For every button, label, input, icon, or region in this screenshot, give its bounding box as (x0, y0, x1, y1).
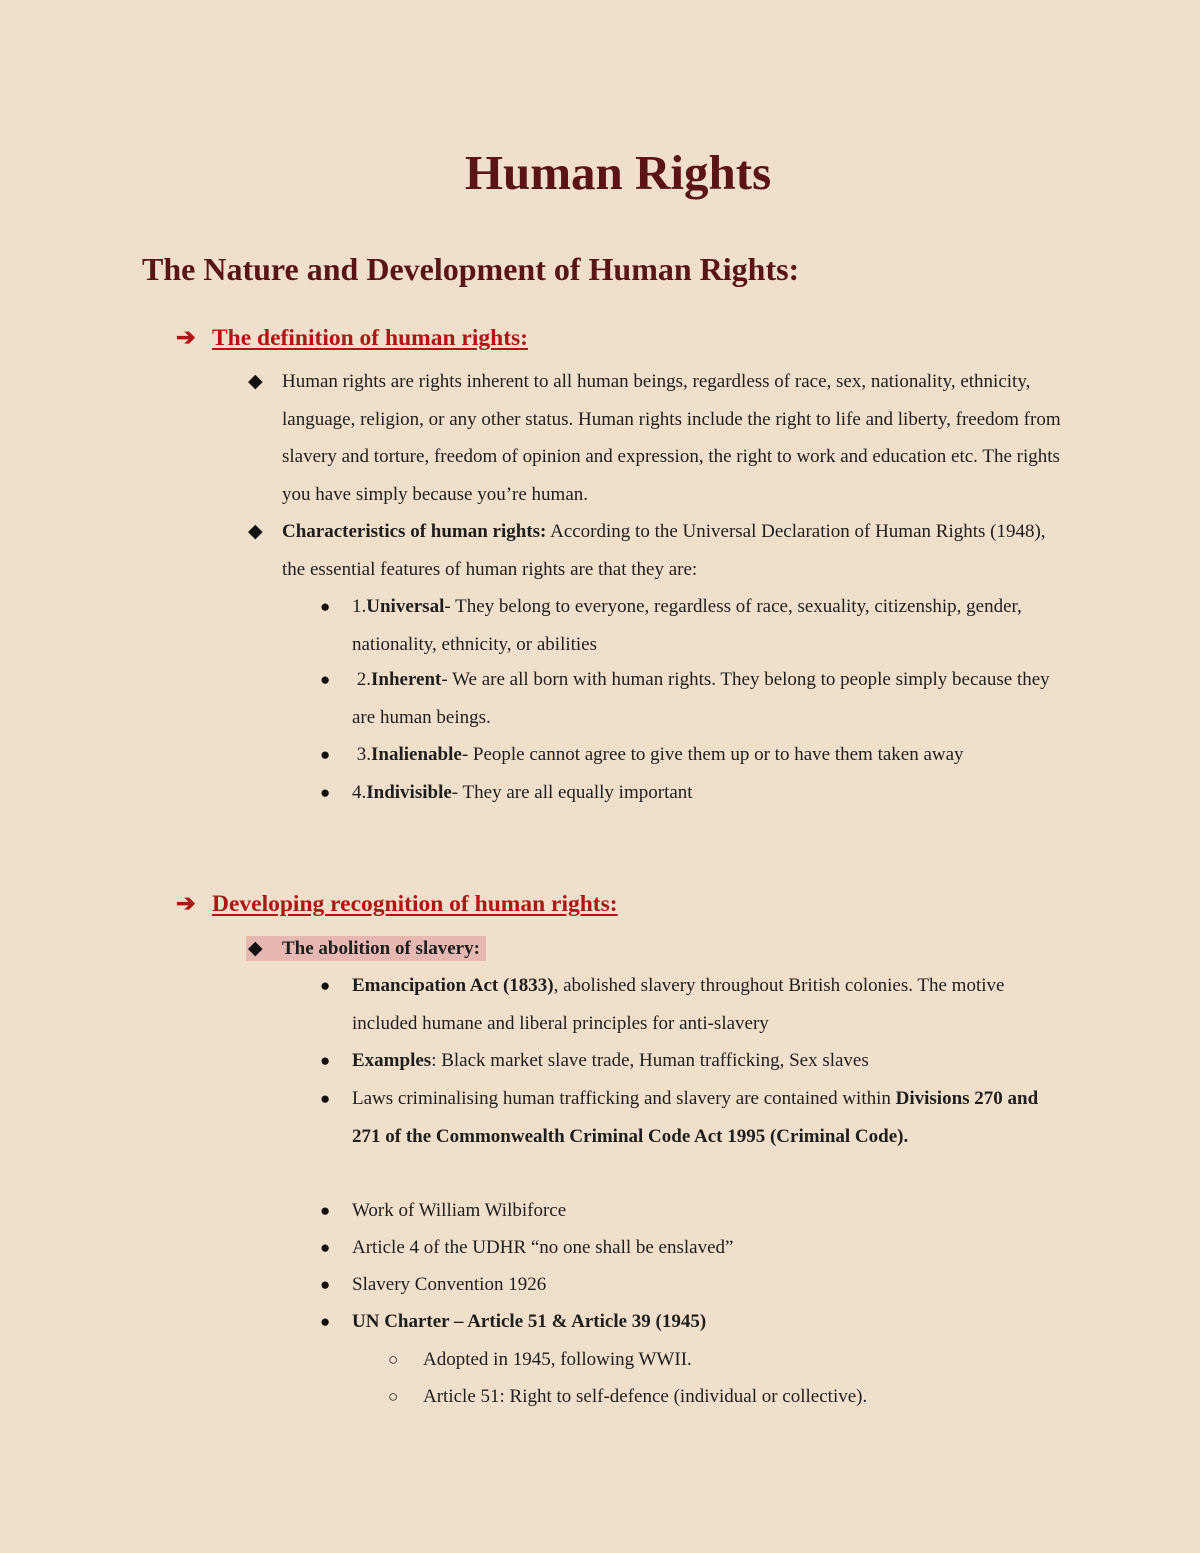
definition-heading (176, 324, 528, 352)
list-item: ● 2.Inherent- We are all born with human rights. They belong to people simply because they are human beings. (352, 661, 1062, 736)
item-term: Universal (366, 596, 445, 617)
list-item: ● 3.Inalienable- People cannot agree to give them up or to have them taken away (352, 736, 1062, 774)
list-item: ● 4.Indivisible- They are all equally important (352, 774, 1062, 812)
dot-bullet-icon: ● (320, 597, 331, 616)
list-item: ● Emancipation Act (1833), abolished slavery throughout British colonies. The motive included humane and liberal principles for anti-slavery (352, 967, 1062, 1042)
characteristics-label: Characteristics of human rights: (282, 521, 547, 542)
diamond-bullet-icon: ◆ (248, 521, 263, 542)
dot-bullet-icon: ● (320, 1312, 331, 1331)
dot-bullet-icon: ● (320, 1275, 331, 1294)
list-item (248, 363, 1062, 513)
circle-bullet-icon: ○ (388, 1350, 399, 1369)
list-item: ● Work of William Wilbiforce (352, 1192, 1062, 1230)
sub-list-item: ○ Adopted in 1945, following WWII. (423, 1341, 1063, 1379)
recognition-heading (176, 890, 618, 918)
definition-paragraph: Human rights are rights inherent to all human beings, regardless of race, sex, nationality, ethnicity, language, religion, or any other status. Human rights include the right to life and liberty, freedom from slavery and torture, freedom of opinion and expression, the right to work and education etc. The rights you have simply because you’re human. (282, 371, 1061, 505)
item-term: Inalienable (371, 744, 462, 765)
dot-bullet-icon: ● (320, 745, 331, 764)
list-item: ● UN Charter – Article 51 & Article 39 (1945) (352, 1303, 1062, 1341)
dot-bullet-icon: ● (320, 1201, 331, 1220)
diamond-bullet-icon: ◆ (248, 938, 263, 959)
list-item: ● Slavery Convention 1926 (352, 1266, 1062, 1304)
item-term: Indivisible (366, 782, 452, 803)
dot-bullet-icon: ● (320, 670, 331, 689)
dot-bullet-icon: ● (320, 783, 331, 802)
arrow-icon: ➔ (176, 325, 196, 351)
sub-list-item: ○ Article 51: Right to self-defence (individual or collective). (423, 1378, 1063, 1416)
characteristics-text: According to the Universal Declaration of Human Rights (1948), the essential features of human rights are that they are: (282, 521, 1046, 580)
list-item: ● 1.Universal- They belong to everyone, regardless of race, sexuality, citizenship, gender, nationality, ethnicity, or abilities (352, 588, 1062, 663)
list-item: ● Laws criminalising human trafficking and slavery are contained within Divisions 270 and 271 of the Commonwealth Criminal Code Act 1995 (Criminal Code). (352, 1080, 1062, 1155)
list-item: ● Examples: Black market slave trade, Human trafficking, Sex slaves (352, 1042, 1062, 1080)
dot-bullet-icon: ● (320, 1051, 331, 1070)
dot-bullet-icon: ● (320, 976, 331, 995)
list-item: ● Article 4 of the UDHR “no one shall be enslaved” (352, 1229, 1062, 1267)
slavery-label-highlight: The abolition of slavery: (246, 936, 486, 961)
definition-heading-text: The definition of human rights: (212, 325, 528, 351)
recognition-heading-text: Developing recognition of human rights: (212, 891, 618, 917)
diamond-bullet-icon: ◆ (248, 371, 263, 392)
dot-bullet-icon: ● (320, 1089, 331, 1108)
item-term: Inherent (371, 669, 442, 690)
circle-bullet-icon: ○ (388, 1387, 399, 1406)
list-item (248, 513, 1062, 588)
arrow-icon: ➔ (176, 891, 196, 917)
list-item (248, 930, 1062, 968)
dot-bullet-icon: ● (320, 1238, 331, 1257)
section-title: The Nature and Development of Human Rights: (142, 251, 800, 287)
document-title: Human Rights (464, 145, 772, 200)
